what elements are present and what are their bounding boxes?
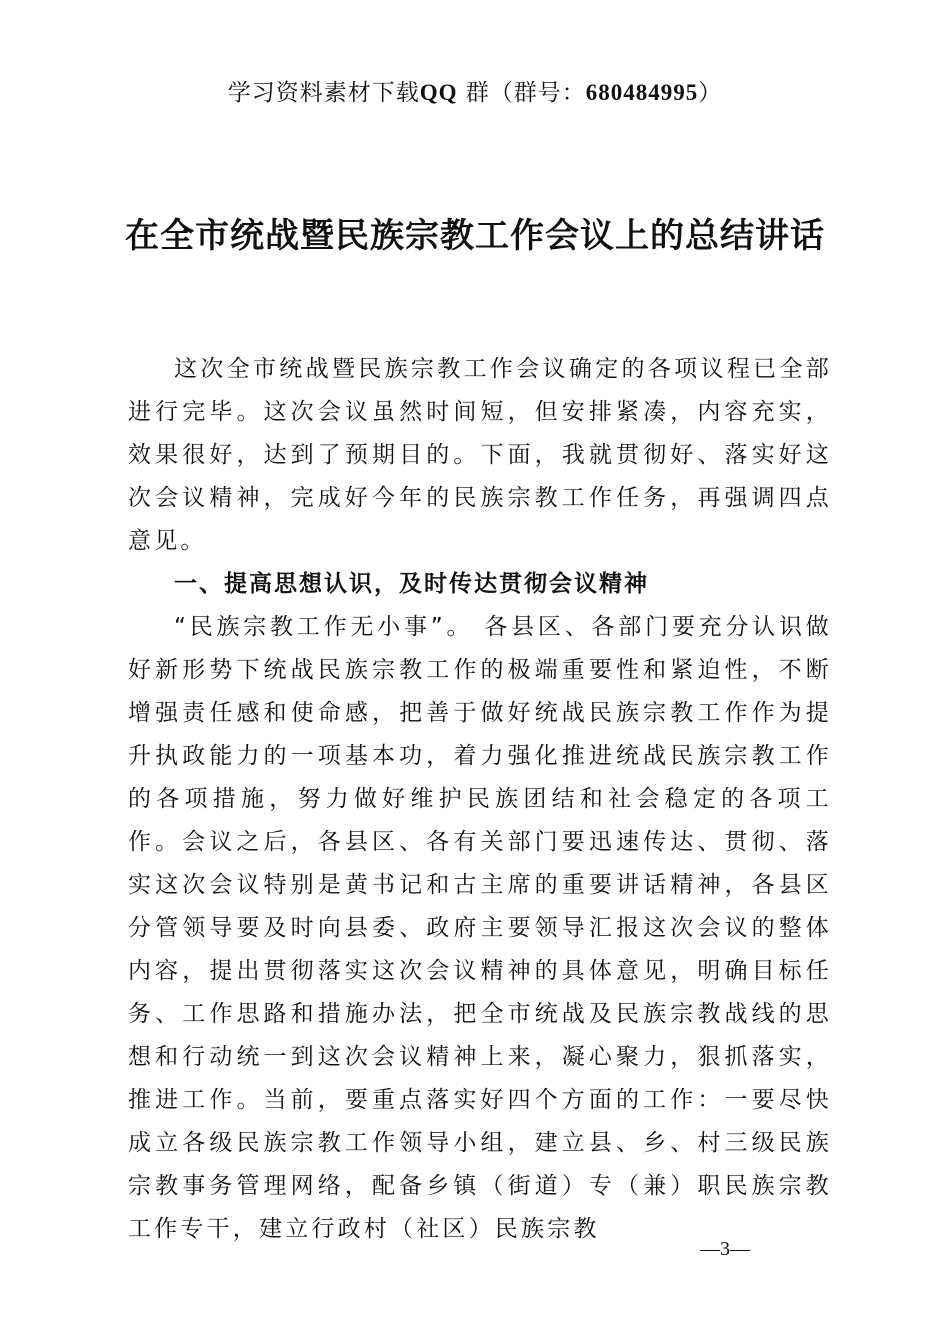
banner-group-number: 680484995: [585, 80, 699, 105]
banner-group-label: 群（群号：: [457, 80, 586, 106]
section-heading: 一、提高思想认识，及时传达贯彻会议精神: [174, 571, 649, 597]
document-title: 在全市统战暨民族宗教工作会议上的总结讲话: [125, 216, 825, 256]
download-banner: [0, 74, 950, 107]
banner-qq: QQ: [419, 80, 458, 105]
intro-paragraph: 这次全市统战暨民族宗教工作会议确定的各项议程已全部进行完毕。这次会议虽然时间短，但安排紧凑，内容充实，效果很好，达到了预期目的。下面，我就贯彻好、落实好这次会议精神，完成好今年的民族宗教工作任务，再强调四点意见。: [128, 356, 832, 554]
body-paragraph: “民族宗教工作无小事”。 各县区、各部门要充分认识做好新形势下统战民族宗教工作的极端重要性和紧迫性，不断增强责任感和使命感，把善于做好统战民族宗教工作作为提升执政能力的一项基本功，着力强化推进统战民族宗教工作的各项措施，努力做好维护民族团结和社会稳定的各项工作。会议之后，各县区、各有关部门要迅速传达、贯彻、落实这次会议特别是黄书记和古主席的重要讲话精神，各县区分管领导要及时向县委、政府主要领导汇报这次会议的整体内容，提出贯彻落实这次会议精神的具体意见，明确目标任务、工作思路和措施办法，把全市统战及民族宗教战线的思想和行动统一到这次会议精神上来，凝心聚力，狠抓落实，推进工作。当前，要重点落实好四个方面的工作：一要尽快成立各级民族宗教工作领导小组，建立县、乡、村三级民族宗教事务管理网络，配备乡镇（街道）专（兼）职民族宗教工作专干，建立行政村（社区）民族宗教: [128, 614, 832, 1242]
document-body: [128, 348, 832, 1251]
banner-suffix: ）: [698, 80, 723, 106]
page-number: —3—: [700, 1238, 750, 1260]
banner-prefix: 学习资料素材下载: [227, 80, 420, 106]
